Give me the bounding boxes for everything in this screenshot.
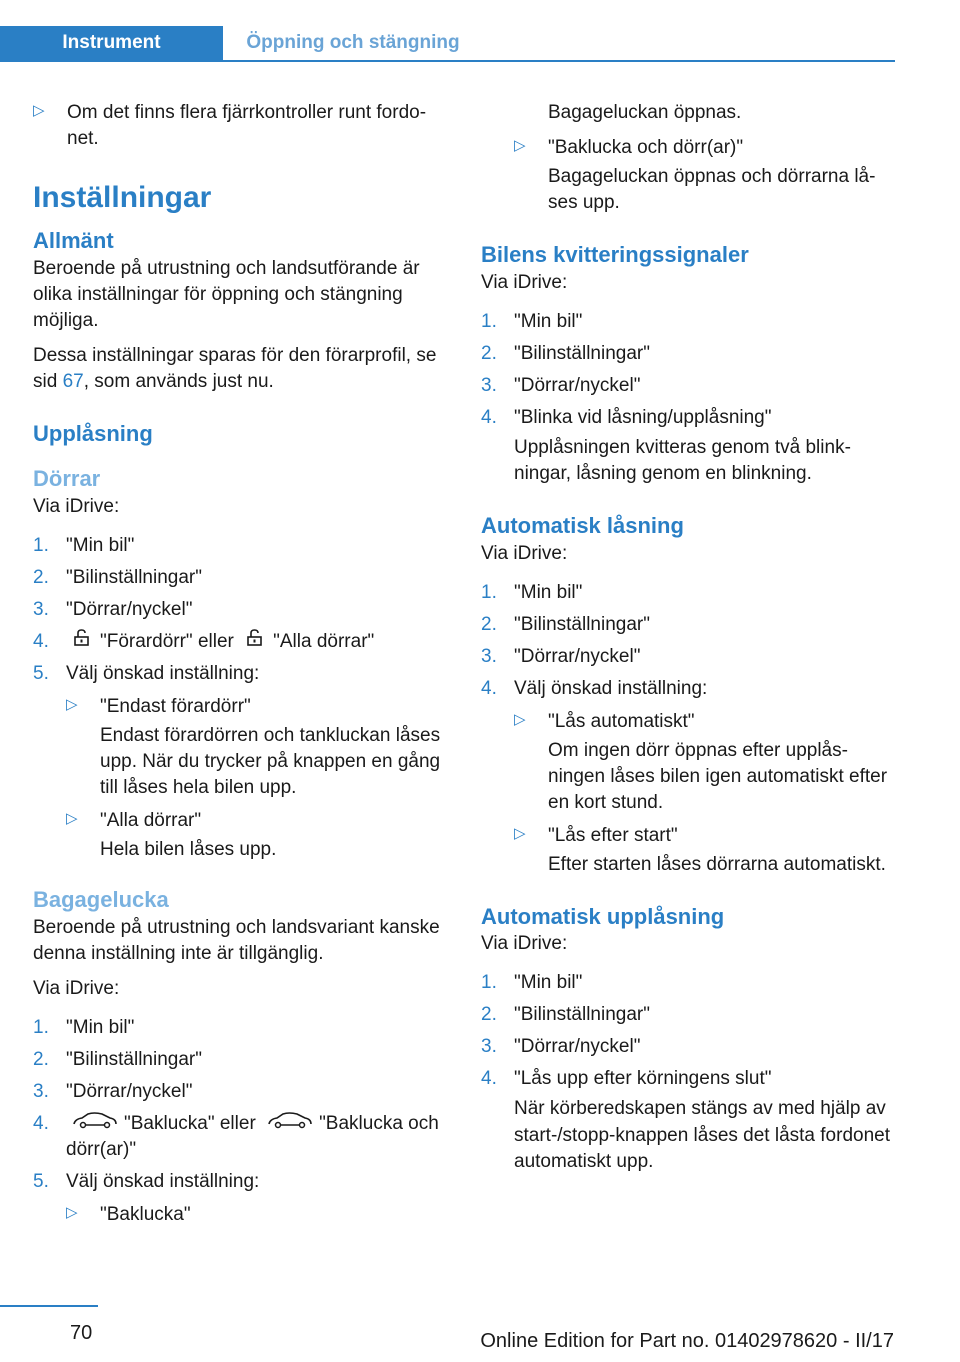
subheading-bagagelucka: Bagagelucka <box>33 887 169 913</box>
subheading-dorrar: Dörrar <box>33 466 101 492</box>
paragraph: Dessa inställningar sparas för den förarprofil, se sid 67, som används just nu. <box>33 344 437 392</box>
list-item: 4. "Lås upp efter körningens slut" När körberedskapen stängs av med hjälp av start-/stopp-knappen låses det låsta fordonet automatiskt upp. <box>481 1068 891 1172</box>
bullet-item: ▷ "Alla dörrar" Hela bilen låses upp. <box>66 810 277 861</box>
list-item: 3. "Dörrar/nyckel" <box>481 374 641 396</box>
list-item: 2. "Bilinställningar" <box>481 342 650 364</box>
triangle-right-icon: ▷ <box>66 810 78 828</box>
header-divider <box>0 60 895 62</box>
continued-text: Bagageluckan öppnas. <box>548 102 742 123</box>
bullet-item: ▷ "Lås automatiskt" Om ingen dörr öppnas efter upplåsningen låses bilen igen automatiskt efter en kort stund. <box>514 710 888 813</box>
car-trunk-icon <box>267 1111 313 1137</box>
bullet-item: ▷ "Baklucka" <box>66 1204 191 1226</box>
numbered-list <box>481 580 896 878</box>
section-title-installningar: Inställningar <box>33 181 212 215</box>
bullet-item: ▷ "Baklucka och dörr(ar)" Bagageluckan öppnas och dörrarna låses upp. <box>514 137 876 214</box>
list-item: 1. "Min bil" <box>481 310 583 332</box>
triangle-right-icon: ▷ <box>33 102 45 119</box>
via-idrive-label: Via iDrive: <box>481 933 568 955</box>
list-item: 1. "Min bil" <box>481 581 583 603</box>
bullet-text: Om det finns flera fjärrkontroller runt fordonet. <box>67 102 427 150</box>
car-trunk-icon <box>72 1111 118 1137</box>
paragraph: Beroende på utrustning och landsvariant kanske denna inställning inte är tillgänglig. <box>33 917 440 965</box>
page-header <box>0 26 895 62</box>
page-link[interactable]: 67 <box>62 370 84 392</box>
list-item: 2. "Bilinställningar" <box>481 613 650 635</box>
list-item: 5. Välj önskad inställning: ▷ "Endast förardörr" Endast förardörren och tankluckan låses upp. När du trycker på knappen en gång till låses hela bilen upp. ▷ "Alla dörrar" Hela bilen låses upp. <box>33 661 445 863</box>
heading-kvitteringssignaler: Bilens kvitteringssignaler <box>481 242 749 268</box>
triangle-right-icon: ▷ <box>66 696 78 714</box>
numbered-list <box>33 533 445 863</box>
triangle-right-icon: ▷ <box>514 710 526 728</box>
bullet-item: ▷ "Endast förardörr" Endast förardörren och tankluckan låses upp. När du trycker på knappen en gång till låses hela bilen upp. <box>66 696 441 799</box>
tab-instrument[interactable]: Instrument <box>0 26 223 60</box>
via-idrive-label: Via iDrive: <box>481 542 568 564</box>
numbered-list <box>481 970 896 1174</box>
via-idrive-label: Via iDrive: <box>33 978 120 1000</box>
list-item: 4. Välj önskad inställning: ▷ "Lås automatiskt" Om ingen dörr öppnas efter upplåsningen låses bilen igen automatiskt efter en kort stund. ▷ "Lås efter start" Efter starten låses dörrarna automatiskt. <box>481 676 896 878</box>
edition-label: Online Edition for Part no. 01402978620 - II/17 <box>480 1330 894 1352</box>
list-item: 4. "Blinka vid låsning/upplåsning" Upplåsningen kvitteras genom två blinkningar, låsning genom en blinkning. <box>481 406 851 484</box>
numbered-list <box>481 309 896 487</box>
triangle-right-icon: ▷ <box>514 137 526 155</box>
triangle-right-icon: ▷ <box>66 1204 78 1222</box>
list-item: 3. "Dörrar/nyckel" <box>481 1036 641 1058</box>
right-column <box>481 100 896 1193</box>
list-item: 2. "Bilinställningar" <box>33 567 202 589</box>
triangle-right-icon: ▷ <box>514 824 526 842</box>
list-item: 2. "Bilinställningar" <box>33 1049 202 1071</box>
list-item: 1. "Min bil" <box>33 535 135 557</box>
numbered-list <box>33 1015 445 1228</box>
door-unlock-icon <box>72 629 94 655</box>
via-idrive-label: Via iDrive: <box>481 271 568 293</box>
footer-divider <box>0 1305 98 1307</box>
heading-allmant: Allmänt <box>33 228 114 254</box>
heading-automatisk-lasning: Automatisk låsning <box>481 512 684 538</box>
left-column <box>33 100 445 1246</box>
list-item: 4. "Förardörr" eller "Alla dörrar" <box>33 629 445 655</box>
list-item: 3. "Dörrar/nyckel" <box>481 645 641 667</box>
tab-oppning-och-stangning[interactable]: Öppning och stängning <box>246 32 460 53</box>
via-idrive-label: Via iDrive: <box>33 496 120 518</box>
page-number: 70 <box>70 1322 93 1344</box>
list-item: 1. "Min bil" <box>33 1017 135 1039</box>
list-item: 5. Välj önskad inställning: ▷ "Baklucka" <box>33 1169 445 1228</box>
list-item: 1. "Min bil" <box>481 972 583 994</box>
list-item: 4. "Baklucka" eller "Baklucka och dörr(ar)" <box>33 1113 439 1161</box>
heading-upplasning: Upplåsning <box>33 420 153 446</box>
bullet-item <box>33 100 445 152</box>
door-unlock-icon <box>245 629 267 655</box>
bullet-item: ▷ "Lås efter start" Efter starten låses dörrarna automatiskt. <box>514 824 886 875</box>
list-item: 3. "Dörrar/nyckel" <box>33 599 193 621</box>
heading-automatisk-upplasning: Automatisk upplåsning <box>481 903 725 929</box>
paragraph: Beroende på utrustning och landsutförande är olika inställningar för öppning och stängning möjliga. <box>33 257 420 331</box>
list-item: 2. "Bilinställningar" <box>481 1004 650 1026</box>
list-item: 3. "Dörrar/nyckel" <box>33 1081 193 1103</box>
